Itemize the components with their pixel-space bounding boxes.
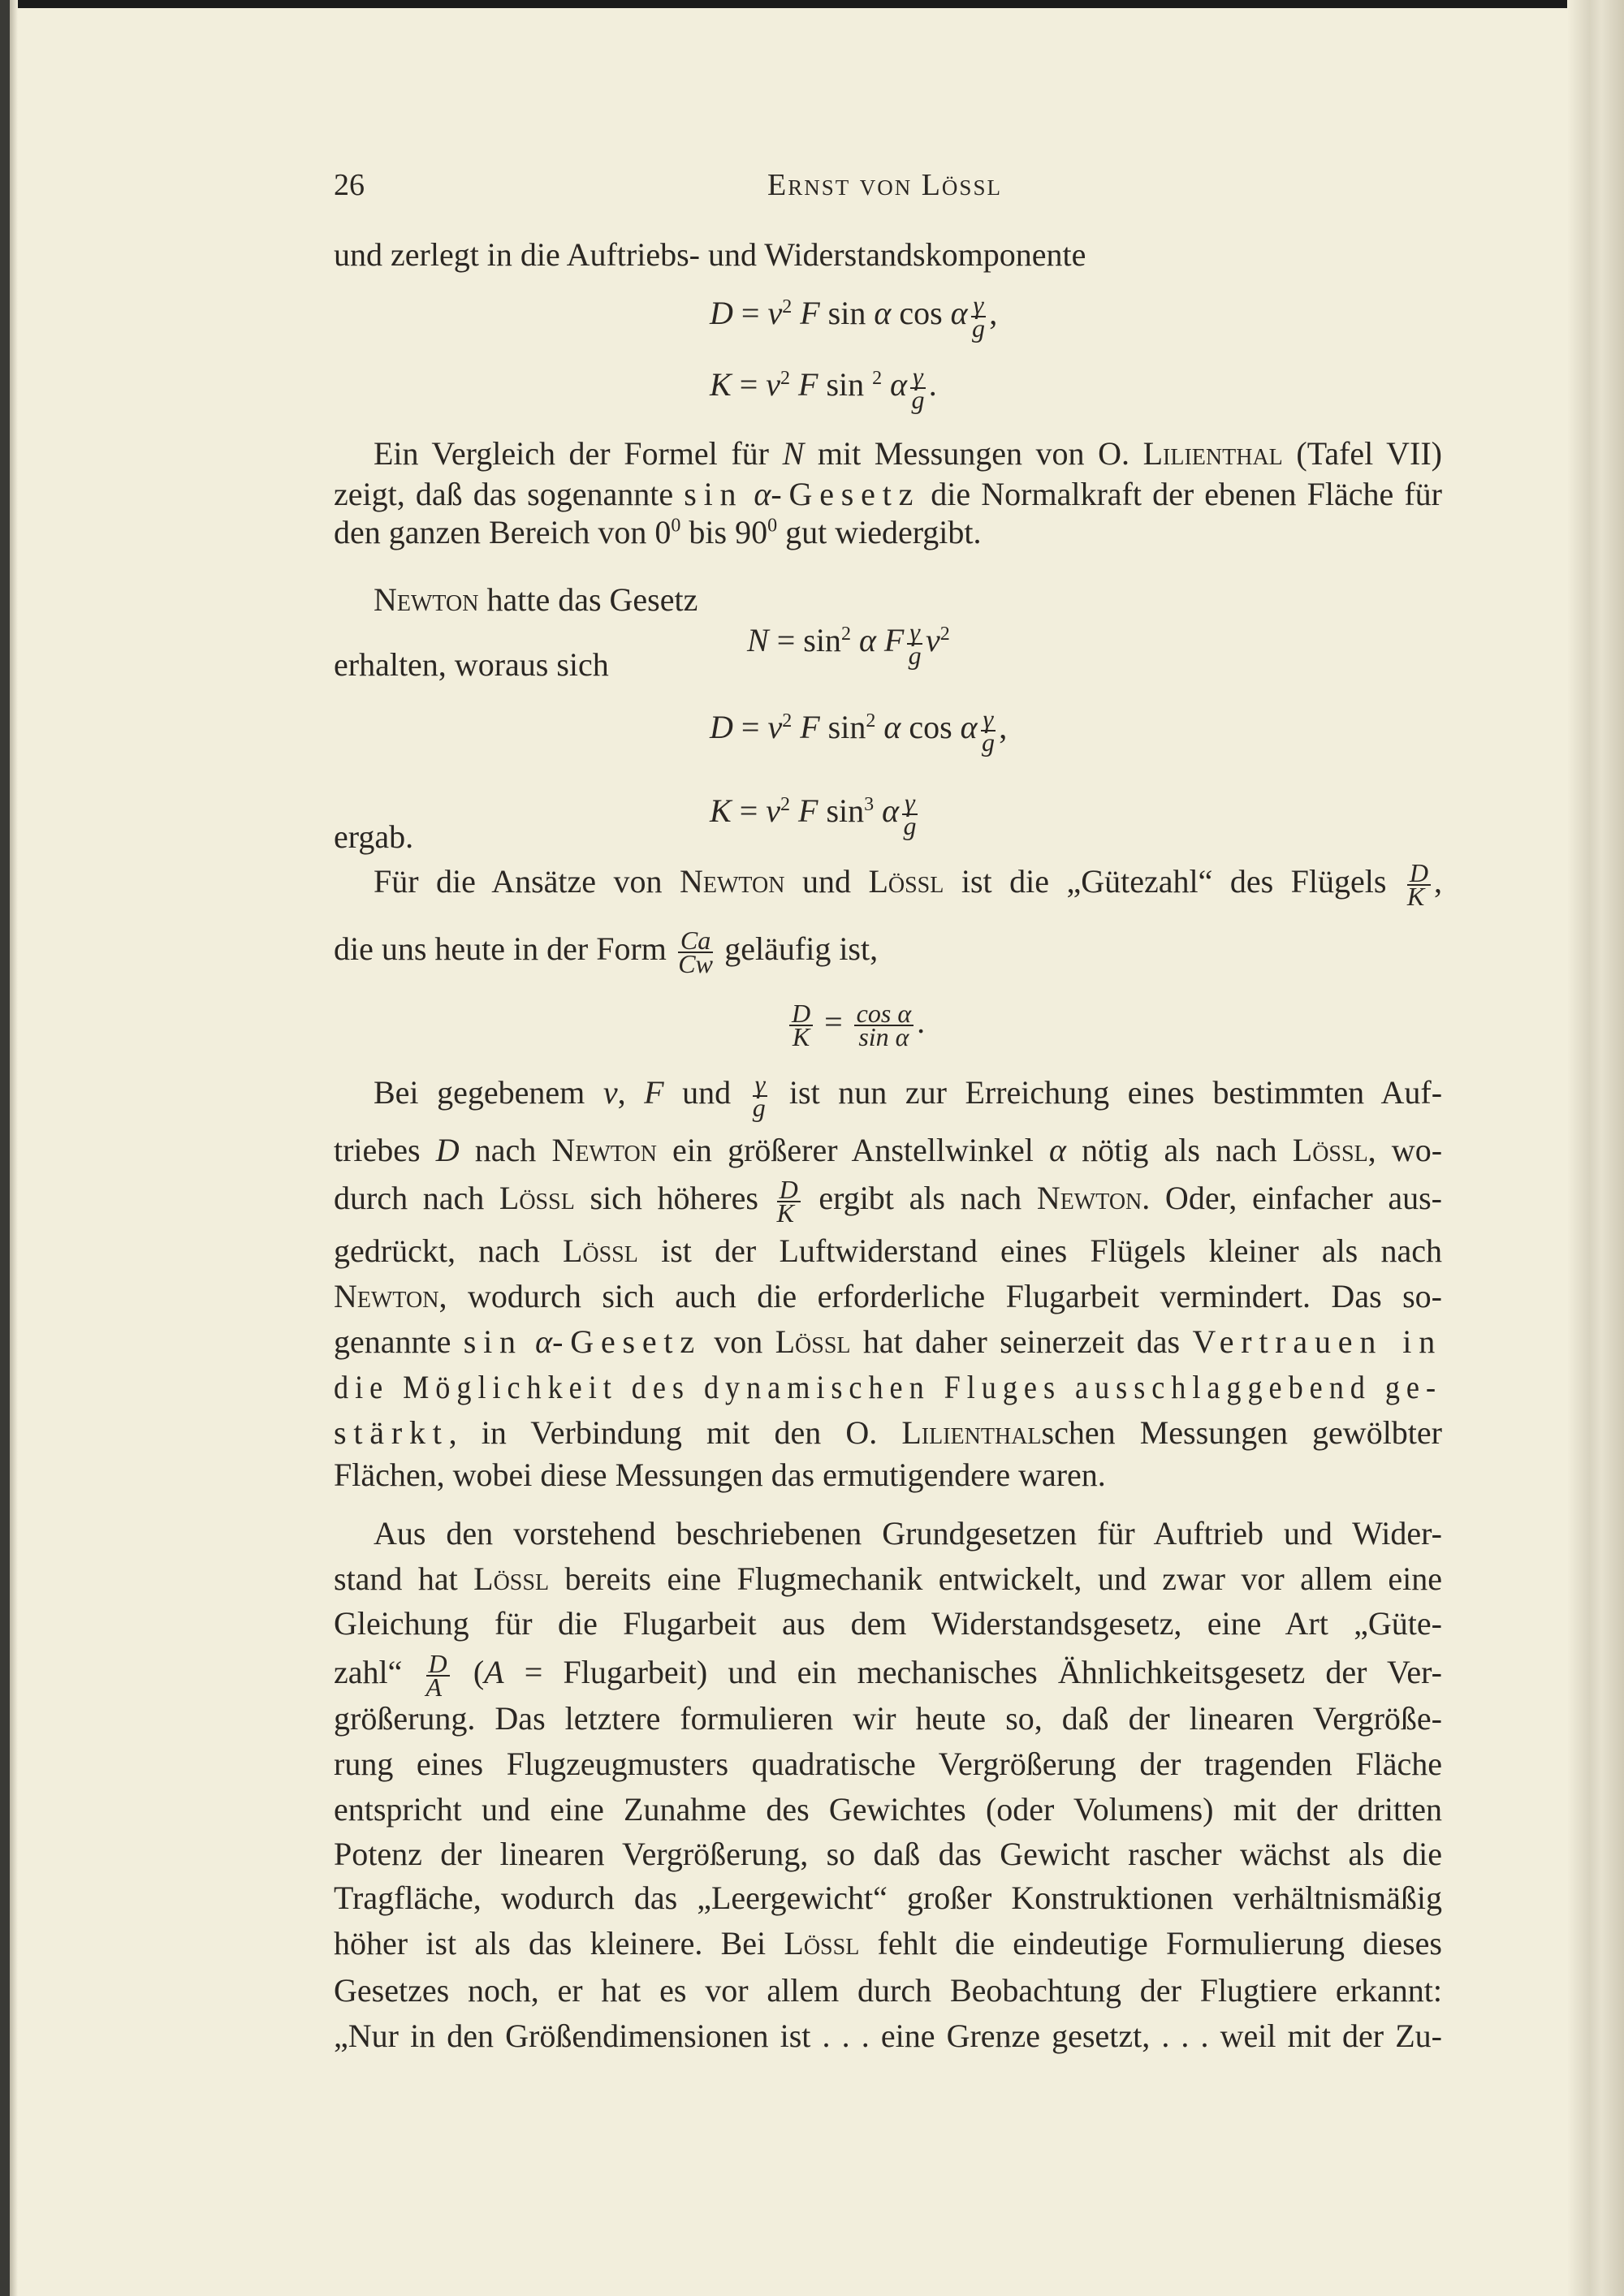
text-run: gut wiedergibt.	[777, 514, 982, 550]
math-symbol: v	[766, 366, 781, 404]
text-line	[334, 434, 1442, 473]
text-run: = sin	[768, 622, 841, 659]
text-run: sin	[818, 366, 873, 404]
equation	[710, 788, 921, 840]
text-run: , in Verbindung mit den O.	[448, 1414, 902, 1451]
text-line	[334, 1232, 1442, 1271]
fraction	[776, 1175, 801, 1228]
text-run: (Tafel VII)	[1282, 435, 1442, 472]
math-symbol: α	[754, 476, 771, 512]
fraction	[910, 361, 926, 414]
text-run: Tragfläche, wodurch das „Leergewicht“ großer Konstruktionen verhältnismäßig	[334, 1880, 1442, 1916]
text-run: , wodurch sich auch die erforderliche Flugarbeit vermindert. Das so-	[438, 1278, 1442, 1314]
math-symbol: α	[1049, 1132, 1067, 1168]
text-run: und	[784, 863, 869, 900]
page-gutter-shadow	[10, 0, 18, 2296]
text-run: ergab.	[334, 818, 414, 855]
small-caps-name: Lilienthal	[901, 1414, 1042, 1451]
spaced-text: sin	[684, 476, 744, 512]
superscript: 2	[872, 367, 883, 389]
superscript: 2	[939, 623, 950, 645]
math-symbol: F	[790, 792, 818, 830]
math-symbol: F	[790, 366, 818, 404]
fraction	[752, 1069, 768, 1122]
superscript: 3	[864, 793, 875, 815]
text-run: .	[917, 1003, 926, 1041]
small-caps-name: Newton	[374, 581, 479, 618]
fraction	[789, 999, 813, 1051]
fraction-numerator: D	[789, 1003, 813, 1026]
math-symbol: α	[875, 709, 901, 746]
math-symbol: v	[925, 622, 940, 659]
fraction	[678, 926, 713, 978]
fraction-denominator: g	[971, 313, 985, 343]
math-symbol: F	[792, 709, 820, 746]
math-symbol: D	[435, 1132, 460, 1168]
text-run: stand hat	[334, 1560, 474, 1597]
text-run: Aus den vorstehend beschriebenen Grundgesetzen für Auftrieb und Wider-	[374, 1515, 1442, 1552]
text-run: zahl“	[334, 1654, 423, 1691]
text-run: .	[928, 366, 937, 404]
text-run: fehlt die eindeutige Formulierung dieses	[859, 1925, 1442, 1962]
text-run: hatte das Gesetz	[478, 581, 698, 618]
fraction	[907, 617, 922, 670]
math-symbol: F	[644, 1074, 664, 1111]
small-caps-name: Lössl	[868, 863, 944, 900]
superscript: 2	[780, 367, 791, 389]
math-symbol: N	[782, 435, 805, 472]
equation	[786, 999, 926, 1051]
small-caps-name: Lössl	[499, 1180, 575, 1217]
text-run: ,	[989, 295, 998, 332]
spaced-text: -Gesetz	[552, 1323, 702, 1360]
fraction-numerator: γ	[971, 294, 987, 317]
fraction	[971, 290, 987, 343]
text-run	[743, 476, 754, 512]
text-run: zeigt, daß das sogenannte	[334, 476, 685, 512]
text-run: = Flugarbeit) und ein mechanisches Ähnlichkeitsgesetz der Ver-	[503, 1654, 1442, 1691]
equation	[710, 290, 998, 343]
small-caps-name: Lilienthal	[1142, 435, 1283, 472]
text-run: ist die „Gütezahl“ des Flügels	[944, 863, 1404, 900]
fraction-denominator: sin α	[858, 1022, 909, 1051]
math-symbol: K	[710, 366, 732, 404]
text-run: Bei gegebenem	[374, 1074, 603, 1111]
small-caps-name: Newton	[680, 863, 785, 900]
fraction-denominator: g	[908, 641, 922, 670]
fraction-numerator: γ	[910, 365, 926, 389]
fraction-numerator: γ	[902, 792, 918, 815]
text-run: durch nach	[334, 1180, 499, 1217]
math-symbol: v	[766, 792, 781, 830]
text-line	[334, 475, 1442, 514]
fraction-numerator: D	[426, 1653, 450, 1677]
page-number: 26	[334, 168, 365, 202]
equation	[710, 704, 1008, 757]
small-caps-name: Lössl	[775, 1323, 851, 1360]
spaced-text: -Gesetz	[771, 476, 921, 512]
text-run: =	[731, 366, 767, 404]
text-run: Gesetzes noch, er hat es vor allem durch Beobachtung der Flugtiere erkannt:	[334, 1972, 1442, 2009]
math-symbol: A	[484, 1654, 504, 1691]
text-run: Ein Vergleich der Formel für	[374, 435, 783, 472]
text-line	[334, 580, 698, 619]
math-symbol: D	[710, 295, 733, 332]
text-run: ,	[1434, 863, 1443, 900]
small-caps-name: Newton	[1036, 1180, 1142, 1217]
text-line	[334, 1604, 1442, 1643]
text-run: sin	[818, 792, 865, 830]
text-line	[334, 926, 879, 978]
text-run: Für die Ansätze von	[374, 863, 680, 900]
text-run: größerung. Das letztere formulieren wir heute so, daß der linearen Vergröße-	[334, 1700, 1442, 1737]
fraction-numerator: γ	[753, 1073, 768, 1097]
text-line	[334, 1699, 1442, 1738]
text-line	[334, 858, 1443, 911]
fraction-numerator: γ	[981, 708, 996, 732]
fraction-denominator: Cw	[678, 949, 713, 978]
text-run: und	[663, 1074, 749, 1111]
text-run: hat daher seinerzeit das	[850, 1323, 1193, 1360]
small-caps-name: Lössl	[1292, 1132, 1368, 1168]
text-run: . Oder, einfacher aus-	[1142, 1180, 1442, 1217]
text-line	[334, 1514, 1442, 1553]
fraction-denominator: K	[1406, 882, 1425, 911]
text-run: nach	[459, 1132, 552, 1168]
text-run: von	[701, 1323, 775, 1360]
fraction-numerator: Ca	[678, 930, 713, 953]
text-run: genannte	[334, 1323, 464, 1360]
text-run: Flächen, wobei diese Messungen das ermutigendere waren.	[334, 1457, 1106, 1493]
text-run: entspricht und eine Zunahme des Gewichtes (oder Volumens) mit der dritten	[334, 1791, 1442, 1828]
text-run: die Normalkraft der ebenen Fläche für	[920, 476, 1443, 512]
text-run: =	[731, 792, 767, 830]
text-line	[334, 1368, 1442, 1407]
text-line	[334, 1745, 1442, 1784]
equation	[747, 617, 950, 670]
spaced-text: stärkt	[334, 1414, 449, 1451]
fraction-numerator: cos α	[854, 1003, 914, 1026]
spaced-text: sin	[463, 1323, 523, 1360]
text-run: ist nun zur Erreichung eines bestimmten Auf-	[771, 1074, 1443, 1111]
math-symbol: α	[950, 295, 968, 332]
page-edge-shadow	[1567, 0, 1624, 2296]
small-caps-name: Lössl	[562, 1232, 638, 1269]
text-run: „Nur in den Größendimensionen ist . . . eine Grenze gesetzt, . . . weil mit der Zu-	[334, 2018, 1442, 2054]
math-symbol: N	[747, 622, 769, 659]
text-run: mit Messungen von O.	[804, 435, 1143, 472]
text-run: bereits eine Flugmechanik entwickelt, und zwar vor allem eine	[549, 1560, 1442, 1597]
text-run: rung eines Flugzeugmusters quadratische Vergrößerung der tragenden Fläche	[334, 1746, 1442, 1782]
scan-left-border	[0, 0, 10, 2296]
superscript: 2	[866, 710, 876, 732]
superscript: 2	[840, 623, 851, 645]
text-run: geläufig ist,	[716, 930, 879, 968]
text-line	[334, 1323, 1442, 1362]
fraction-denominator: g	[903, 811, 917, 840]
text-line	[334, 1413, 1442, 1452]
math-symbol: v	[767, 709, 783, 746]
small-caps-name: Newton	[551, 1132, 657, 1168]
fraction-denominator: K	[792, 1022, 810, 1051]
text-line	[334, 1924, 1442, 1963]
text-run: cos	[901, 709, 961, 746]
text-line	[334, 1131, 1442, 1170]
text-line	[334, 1175, 1442, 1228]
fraction-numerator: D	[1407, 862, 1431, 886]
text-line	[334, 1835, 1442, 1874]
text-run: (	[452, 1654, 485, 1691]
running-title: Ernst von Lössl	[767, 168, 1002, 202]
text-run: ,	[999, 709, 1008, 746]
text-line	[334, 1277, 1442, 1316]
fraction	[981, 704, 996, 757]
text-run: sich höheres	[574, 1180, 774, 1217]
math-symbol: v	[767, 295, 783, 332]
spaced-text: Vertrauen in	[1192, 1323, 1442, 1360]
fraction	[854, 999, 914, 1051]
text-run: schen Messungen gewölbter	[1041, 1414, 1442, 1451]
text-line	[334, 1879, 1442, 1918]
math-symbol: α	[960, 709, 978, 746]
text-run: nötig als nach	[1066, 1132, 1293, 1168]
text-run: cos	[891, 295, 951, 332]
math-symbol: K	[710, 792, 732, 830]
text-line	[334, 1456, 1106, 1495]
math-symbol: α F	[850, 622, 905, 659]
text-run: erhalten, woraus sich	[334, 646, 609, 683]
text-line	[334, 1649, 1442, 1702]
text-run: Gleichung für die Flugarbeit aus dem Widerstandsgesetz, eine Art „Güte-	[334, 1605, 1442, 1642]
text-line	[334, 1560, 1442, 1599]
superscript: 2	[782, 296, 793, 317]
text-line	[334, 818, 413, 857]
fraction-denominator: g	[911, 385, 925, 414]
superscript: 2	[780, 793, 791, 815]
text-run: ein größerer Anstellwinkel	[656, 1132, 1050, 1168]
math-symbol: α	[874, 792, 900, 830]
text-run: den ganzen Bereich von 0	[334, 514, 672, 550]
text-run: und zerlegt in die Auftriebs- und Widerstandskomponente	[334, 236, 1086, 273]
text-line	[334, 1069, 1443, 1122]
small-caps-name: Lössl	[473, 1560, 550, 1597]
fraction-denominator: g	[981, 727, 995, 757]
superscript: 2	[782, 710, 793, 732]
text-line	[334, 513, 982, 552]
text-run: sin	[819, 709, 866, 746]
small-caps-name: Newton	[334, 1278, 439, 1314]
superscript: 0	[767, 515, 778, 537]
math-symbol: α	[535, 1323, 553, 1360]
text-line	[334, 235, 1086, 274]
text-run: Potenz der linearen Vergrößerung, so daß das Gewicht rascher wächst als die	[334, 1836, 1442, 1872]
text-line	[334, 645, 609, 684]
text-run: , wo-	[1367, 1132, 1443, 1168]
math-symbol: F	[792, 295, 820, 332]
text-run: sin	[819, 295, 875, 332]
math-symbol: α	[882, 366, 908, 404]
text-run: =	[732, 709, 768, 746]
fraction	[425, 1649, 450, 1702]
text-run	[523, 1323, 535, 1360]
text-run: =	[732, 295, 768, 332]
text-run: die uns heute in der Form	[334, 930, 675, 968]
fraction-numerator: D	[777, 1179, 801, 1202]
math-symbol: α	[874, 295, 892, 332]
fraction-denominator: K	[776, 1198, 794, 1228]
text-run: bis 90	[680, 514, 768, 550]
math-symbol: v	[603, 1074, 618, 1111]
math-symbol: D	[710, 709, 733, 746]
equation	[710, 361, 937, 414]
text-run: ist der Luftwiderstand eines Flügels kleiner als nach	[637, 1232, 1442, 1269]
fraction	[1406, 858, 1431, 911]
text-run: gedrückt, nach	[334, 1232, 563, 1269]
text-line	[334, 1790, 1442, 1829]
spaced-text: die Möglichkeit des dynamischen Fluges ausschlaggebend ge-	[334, 1369, 1442, 1405]
text-line	[334, 1971, 1442, 2010]
text-run: =	[816, 1003, 851, 1041]
text-run: ergibt als nach	[803, 1180, 1037, 1217]
text-run: höher ist als das kleinere. Bei	[334, 1925, 784, 1962]
scan-top-border	[0, 0, 1624, 8]
superscript: 0	[671, 515, 681, 537]
fraction-denominator: g	[752, 1093, 766, 1122]
fraction	[902, 788, 918, 840]
fraction-denominator: A	[425, 1672, 443, 1702]
text-run: ,	[617, 1074, 645, 1111]
fraction-numerator: γ	[907, 621, 922, 645]
text-line	[334, 2017, 1442, 2056]
small-caps-name: Lössl	[784, 1925, 860, 1962]
text-run: triebes	[334, 1132, 436, 1168]
